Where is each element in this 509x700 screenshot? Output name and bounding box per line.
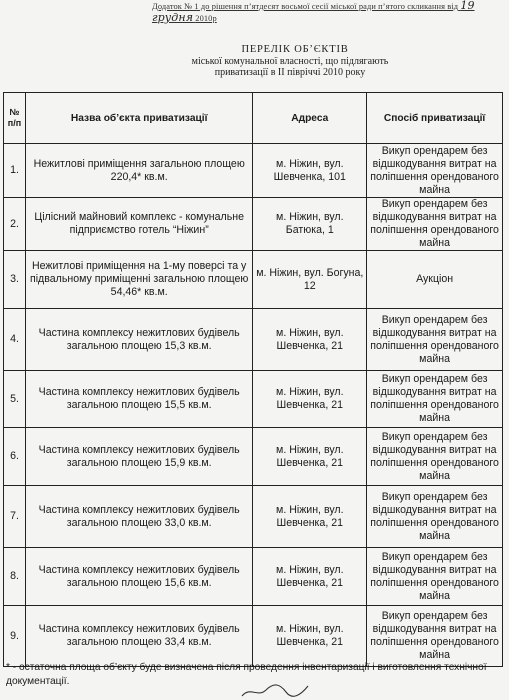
header-address: Адреса xyxy=(253,93,367,144)
document-subtitle xyxy=(120,56,460,78)
row-method: Викуп орендарем без відшкодування витрат на поліпшення орендованого майна xyxy=(367,428,503,486)
row-num: 7. xyxy=(4,486,26,548)
signature-scribble xyxy=(240,682,310,700)
header-name: Назва об’єкта приватизації xyxy=(25,93,252,144)
row-address: м. Ніжин, вул. Батюка, 1 xyxy=(253,198,367,251)
document-title: ПЕРЕЛІК ОБ’ЄКТІВ xyxy=(241,44,349,55)
row-method: Викуп орендарем без відшкодування витрат на поліпшення орендованого майна xyxy=(367,198,503,251)
row-address: м. Ніжин, вул. Шевченка, 21 xyxy=(253,428,367,486)
row-address: м. Ніжин, вул. Шевченка, 21 xyxy=(253,309,367,371)
row-num: 3. xyxy=(4,251,26,309)
header-num: № п/п xyxy=(4,93,26,144)
table-row xyxy=(4,548,503,606)
row-method: Викуп орендарем без відшкодування витрат на поліпшення орендованого майна xyxy=(367,309,503,371)
row-name: Частина комплексу нежитлових будівель загальною площею 33,0 кв.м. xyxy=(25,486,252,548)
row-name: Частина комплексу нежитлових будівель загальною площею 15,9 кв.м. xyxy=(25,428,252,486)
row-num: 6. xyxy=(4,428,26,486)
row-name: Нежитлові приміщення загальною площею 220,4* кв.м. xyxy=(25,144,252,198)
row-method: Викуп орендарем без відшкодування витрат на поліпшення орендованого майна xyxy=(367,606,503,667)
row-address: м. Ніжин, вул. Богуна, 12 xyxy=(253,251,367,309)
subtitle-line-1: міської комунальної власності, що підлягають xyxy=(191,56,389,67)
annex-year: 2010р xyxy=(195,14,217,23)
row-num: 4. xyxy=(4,309,26,371)
table-row xyxy=(4,428,503,486)
row-method: Аукціон xyxy=(367,251,503,309)
row-address: м. Ніжин, вул. Шевченка, 21 xyxy=(253,606,367,667)
row-name: Частина комплексу нежитлових будівель загальною площею 33,4 кв.м. xyxy=(25,606,252,667)
row-name: Цілісний майновий комплекс - комунальне підприємство готель “Ніжин” xyxy=(25,198,252,251)
row-num: 9. xyxy=(4,606,26,667)
row-name: Частина комплексу нежитлових будівель загальною площею 15,5 кв.м. xyxy=(25,371,252,428)
row-num: 2. xyxy=(4,198,26,251)
annex-date-handwritten: 19 грудня xyxy=(152,0,475,24)
row-address: м. Ніжин, вул. Шевченка, 21 xyxy=(253,548,367,606)
table-row xyxy=(4,144,503,198)
row-num: 5. xyxy=(4,371,26,428)
annex-text: Додаток № 1 до рішення п’ятдесят восьмої сесії міської ради п’ятого скликання від xyxy=(152,2,459,11)
row-name: Частина комплексу нежитлових будівель загальною площею 15,6 кв.м. xyxy=(25,548,252,606)
table-row xyxy=(4,606,503,667)
row-address: м. Ніжин, вул. Шевченка, 101 xyxy=(253,144,367,198)
row-address: м. Ніжин, вул. Шевченка, 21 xyxy=(253,486,367,548)
header-method: Спосіб приватизації xyxy=(367,93,503,144)
row-name: Нежитлові приміщення на 1-му поверсі та у підвальному приміщенні загальною площею 54,46* кв.м. xyxy=(25,251,252,309)
row-name: Частина комплексу нежитлових будівель загальною площею 15,3 кв.м. xyxy=(25,309,252,371)
row-num: 1. xyxy=(4,144,26,198)
table-header-row xyxy=(4,93,503,144)
table-row xyxy=(4,198,503,251)
row-method: Викуп орендарем без відшкодування витрат на поліпшення орендованого майна xyxy=(367,371,503,428)
row-method: Викуп орендарем без відшкодування витрат на поліпшення орендованого майна xyxy=(367,486,503,548)
row-num: 8. xyxy=(4,548,26,606)
subtitle-line-2: приватизації в ІІ півріччі 2010 року xyxy=(214,67,366,78)
row-method: Викуп орендарем без відшкодування витрат на поліпшення орендованого майна xyxy=(367,548,503,606)
objects-table xyxy=(3,92,503,667)
row-address: м. Ніжин, вул. Шевченка, 21 xyxy=(253,371,367,428)
annex-header xyxy=(152,0,502,24)
table-row xyxy=(4,309,503,371)
table-row xyxy=(4,486,503,548)
row-method: Викуп орендарем без відшкодування витрат на поліпшення орендованого майна xyxy=(367,144,503,198)
footnote: * - остаточна площа об’єкту буде визначена після проведення інвентаризації і виготовлення технічної документації. xyxy=(6,662,487,687)
table-row xyxy=(4,371,503,428)
table-row xyxy=(4,251,503,309)
